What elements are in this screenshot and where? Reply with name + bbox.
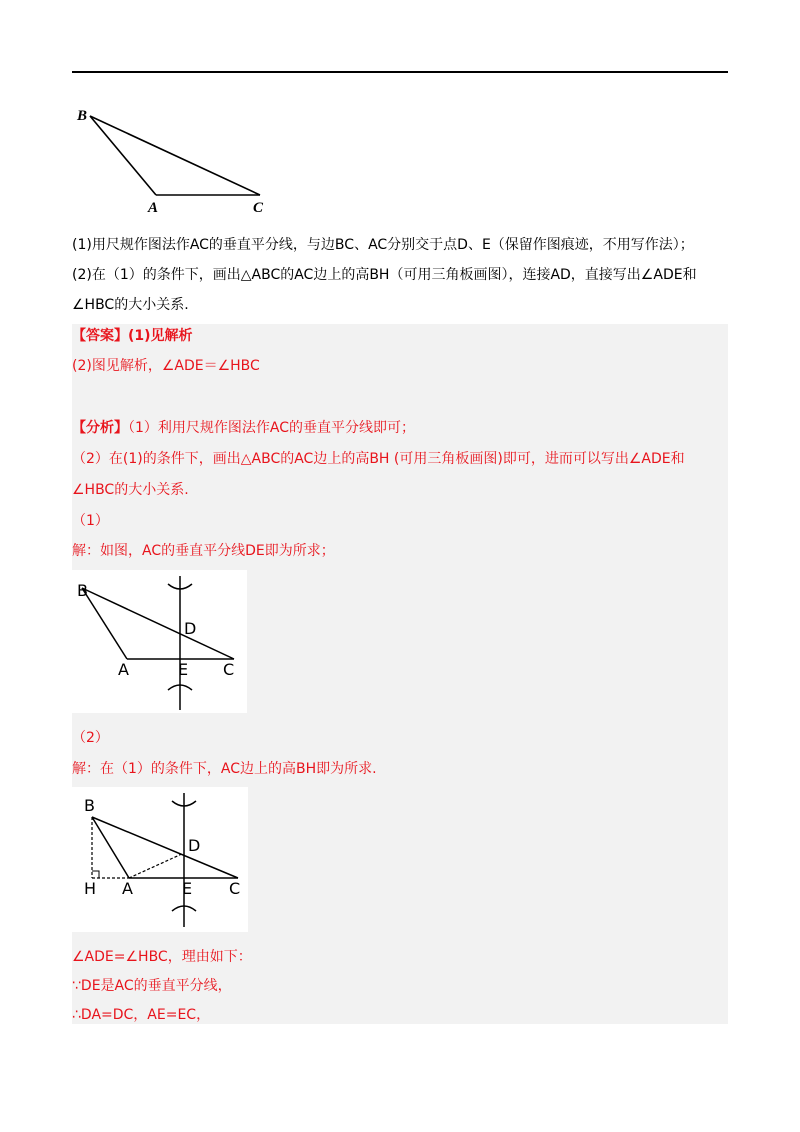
problem-part2-line1: (2)在（1）的条件下，画出△ABC的AC边上的高BH（可用三角板画图），连接AD，直接写出∠ADE和: [72, 267, 697, 283]
right-angle-mark: [92, 871, 99, 878]
answer-tag: 【答案】: [72, 328, 128, 344]
label-d: D: [184, 619, 197, 638]
label-e: E: [178, 660, 189, 679]
solution-part1-label: （1）: [72, 513, 109, 529]
analysis-text-1: （1）利用尺规作图法作AC的垂直平分线即可；: [128, 420, 416, 436]
label-b: B: [77, 108, 88, 124]
header-rule: [72, 71, 728, 73]
analysis-line3: ∠HBC的大小关系.: [72, 482, 189, 498]
solution-part2-label: （2）: [72, 730, 109, 746]
analysis-tag: 【分析】: [72, 420, 128, 436]
label-a: A: [148, 200, 159, 216]
label-c: C: [223, 660, 235, 679]
answer-line1: [72, 326, 193, 346]
label-a: A: [122, 879, 133, 898]
solution-reason1: ∵DE是AC的垂直平分线，: [72, 978, 232, 994]
solution-reason2: ∴DA=DC，AE=EC，: [72, 1007, 211, 1023]
solution-part1-text: 解：如图，AC的垂直平分线DE即为所求；: [72, 543, 335, 559]
segment-ba: [92, 817, 129, 878]
problem-part1: (1)用尺规作图法作AC的垂直平分线，与边BC、AC分别交于点D、E（保留作图痕迹，不用写作法）；: [72, 237, 694, 253]
analysis-line1: [72, 418, 415, 438]
segment-bc: [90, 116, 260, 195]
segment-bc: [92, 817, 238, 878]
analysis-line2: （2）在(1)的条件下，画出△ABC的AC边上的高BH (可用三角板画图)即可，进而可以写出∠ADE和: [72, 451, 685, 467]
label-c: C: [229, 879, 241, 898]
label-b: B: [77, 581, 88, 600]
figure-triangle-abc: [72, 100, 282, 218]
solution-part2-text: 解：在（1）的条件下，AC边上的高BH即为所求.: [72, 761, 377, 777]
segment-ad: [129, 853, 184, 878]
figure-altitude: [72, 787, 248, 932]
segment-ba: [90, 116, 156, 195]
figure-bisector: [72, 570, 247, 713]
label-e: E: [182, 879, 193, 898]
problem-part2-line2: ∠HBC的大小关系.: [72, 297, 189, 313]
label-c: C: [253, 200, 264, 216]
label-d: D: [188, 836, 201, 855]
answer-text-1: (1)见解析: [128, 328, 193, 344]
label-b: B: [84, 796, 95, 815]
label-h: H: [84, 879, 97, 898]
solution-conclusion: ∠ADE=∠HBC，理由如下：: [72, 949, 252, 965]
label-a: A: [118, 660, 129, 679]
answer-line2: (2)图见解析，∠ADE＝∠HBC: [72, 358, 260, 374]
